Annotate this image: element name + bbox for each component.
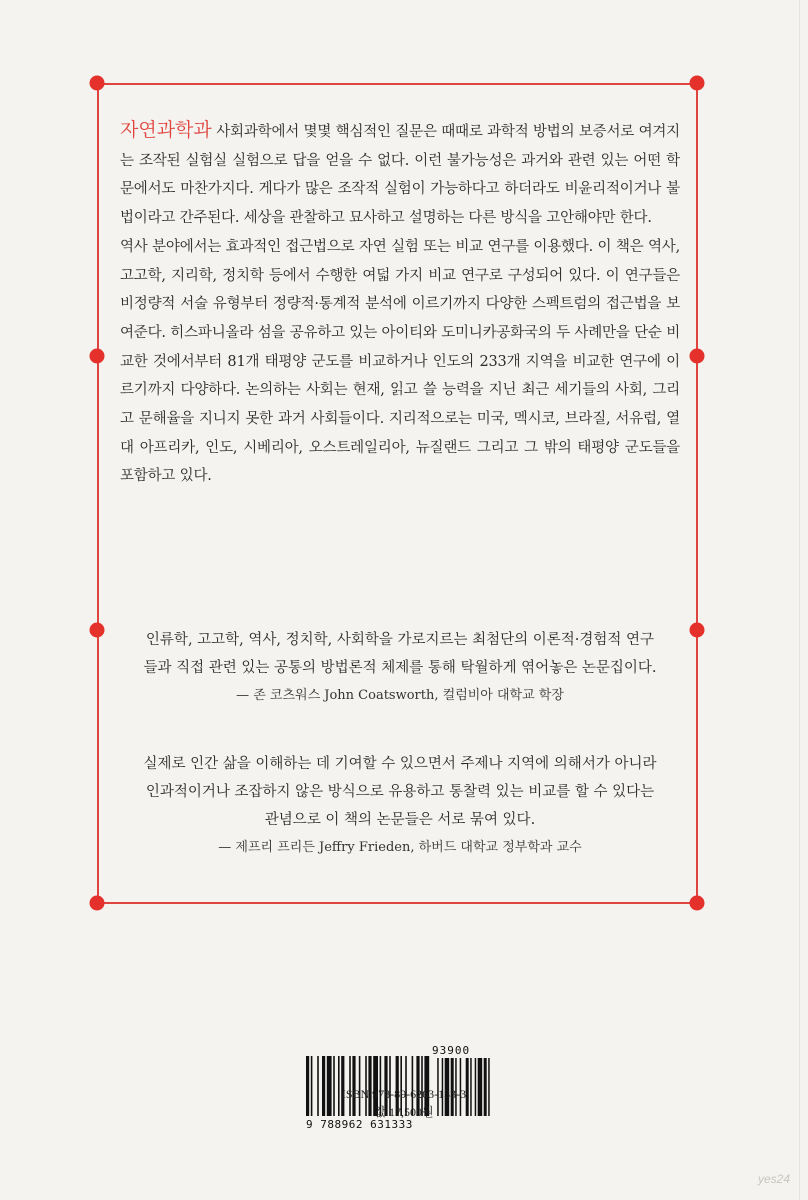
frame-dot: [90, 623, 105, 638]
frame-dot: [690, 76, 705, 91]
barcode-digits: 9 788962 631333: [306, 1118, 413, 1131]
frame-dot: [90, 349, 105, 364]
price: 값 17,500원: [374, 1105, 434, 1119]
page-edge: [799, 0, 800, 1200]
intro-highlight: 자연과학과: [120, 119, 212, 141]
quote-attribution: — 제프리 프리든 Jeffry Frieden, 하버드 대학교 정부학과 교수: [218, 840, 582, 855]
frame-dot: [90, 896, 105, 911]
quote-coatsworth: [110, 626, 690, 710]
intro-text: [120, 116, 680, 491]
quote-line: 인류학, 고고학, 역사, 정치학, 사회학을 가로지르는 최첨단의 이론적·경험적 연구: [145, 632, 655, 648]
quote-frieden: [110, 750, 690, 862]
isbn: ISBN 978-89-6263-133-3: [341, 1087, 467, 1101]
frame-dot: [690, 623, 705, 638]
quote-line: 관념으로 이 책의 논문들은 서로 묶여 있다.: [264, 812, 536, 828]
quote-line: 인과적이거나 조잡하지 않은 방식으로 유용하고 통찰력 있는 비교를 할 수 있다는: [145, 784, 655, 800]
intro-sentence: 사회과학에서 몇몇 핵심적인 질문은 때때로 과학적 방법의 보증서로 여겨지는 조작된 실험실 실험으로 답을 얻을 수 없다. 이런 불가능성은 과거와 관련 있는 어떤 학문에서도 마찬가지다. 게다가 많은 조작적 실험이 가능하다고 하더라도 비윤리적이거나 불법이라고 간주된다. 세상을 관찰하고 묘사하고 설명하는 다른 방식을 고안해야만 한다.: [120, 124, 680, 227]
quote-attribution: — 존 코츠워스 John Coatsworth, 컬럼비아 대학교 학장: [236, 688, 564, 703]
quote-line: 들과 직접 관련 있는 공통의 방법론적 체제를 통해 탁월하게 엮어놓은 논문집이다.: [143, 660, 657, 676]
watermark: yes24: [757, 1172, 790, 1186]
intro-paragraph-2: 역사 분야에서는 효과적인 접근법으로 자연 실험 또는 비교 연구를 이용했다. 이 책은 역사, 고고학, 지리학, 정치학 등에서 수행한 여덟 가지 비교 연구로 구성되어 있다. 이 연구들은 비정량적 서술 유형부터 정량적·통계적 분석에 이르기까지 다양한 스펙트럼의 접근법을 보여준다. 히스파니올라 섬을 공유하고 있는 아이티와 도미니카공화국의 두 사례만을 단순 비교한 것에서부터 81개 태평양 군도를 비교하거나 인도의 233개 지역을 비교한 연구에 이르기까지 다양하다. 논의하는 사회는 현재, 읽고 쓸 능력을 지닌 최근 세기들의 사회, 그리고 문해율을 지니지 못한 과거 사회들이다. 지리적으로는 미국, 멕시코, 브라질, 서유럽, 열대 아프리카, 인도, 시베리아, 오스트레일리아, 뉴질랜드 그리고 그 밖의 태평양 군도들을 포함하고 있다.: [120, 238, 680, 485]
frame-dot: [690, 896, 705, 911]
barcode-addon: 93900: [432, 1044, 471, 1057]
frame-dot: [90, 76, 105, 91]
intro-paragraph-1: [120, 116, 680, 233]
quote-line: 실제로 인간 삶을 이해하는 데 기여할 수 있으면서 주제나 지역에 의해서가 아니라: [143, 756, 657, 772]
frame-dot: [690, 349, 705, 364]
